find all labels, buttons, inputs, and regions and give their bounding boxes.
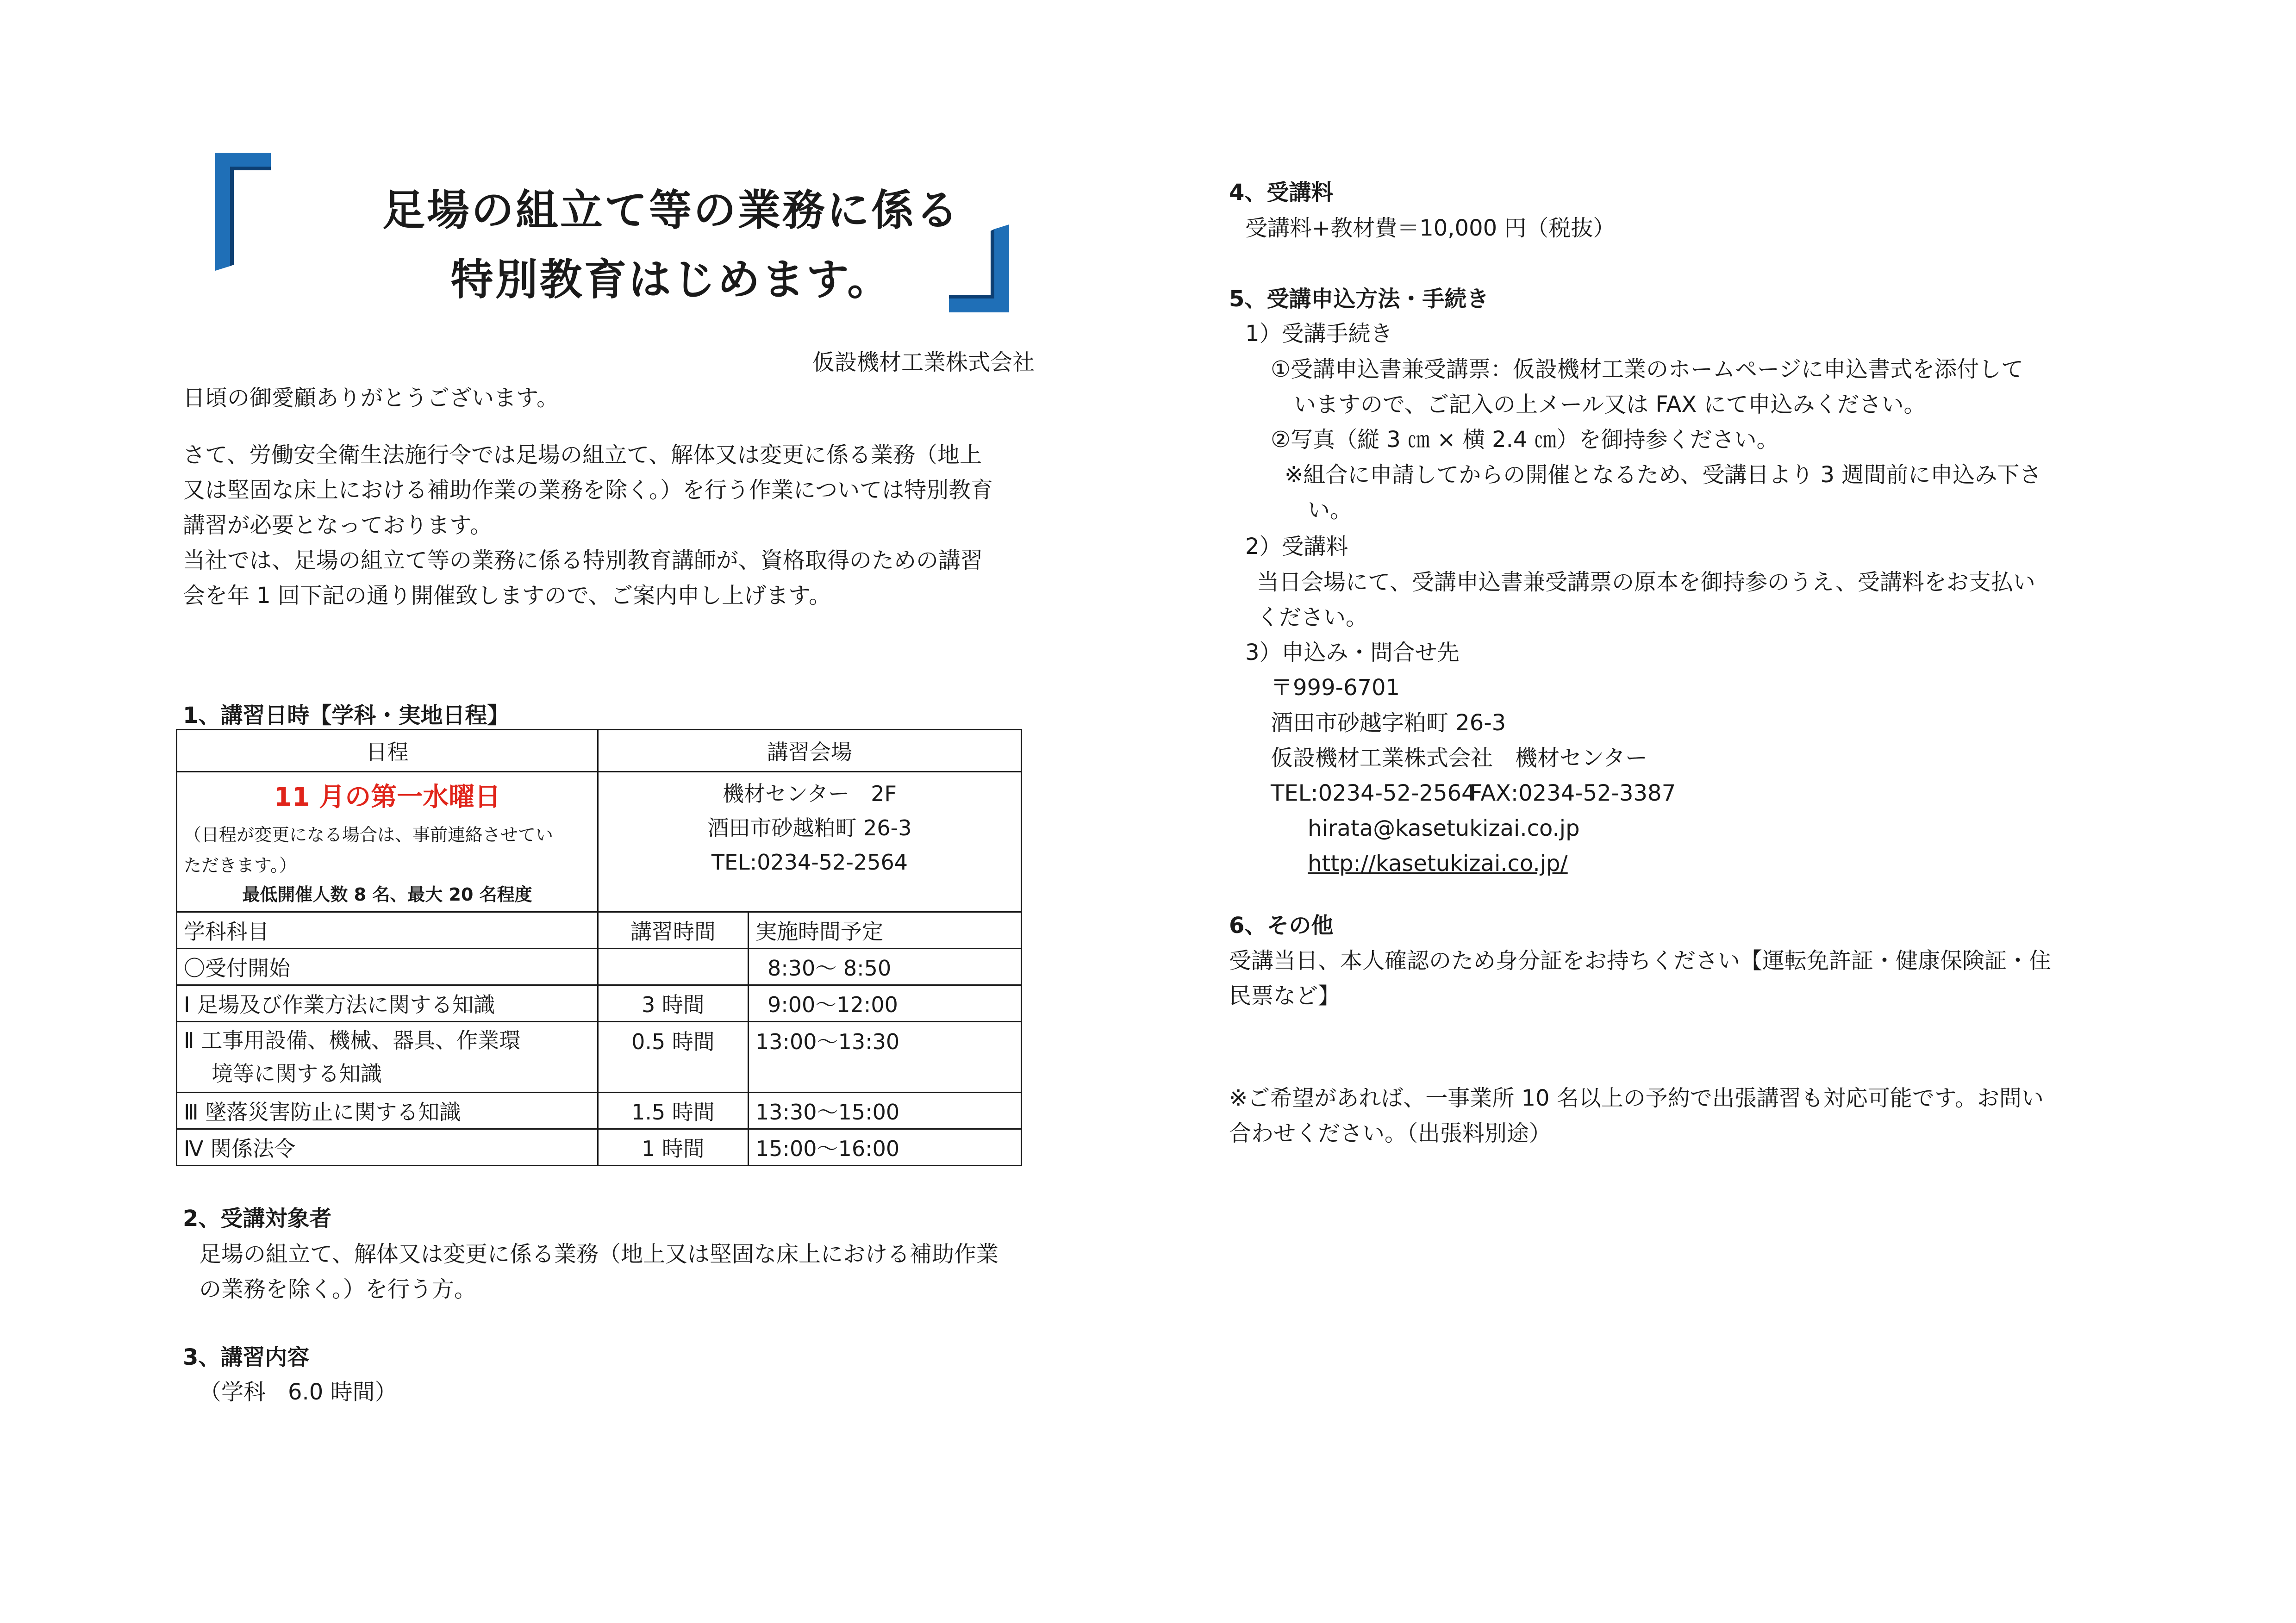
- intro-p2-line2: 会を年 1 回下記の通り開催致しますので、ご案内申し上げます。: [183, 583, 831, 609]
- intro-p1-line2: 又は堅固な床上における補助作業の業務を除く。）を行う作業については特別教育: [183, 477, 993, 503]
- section2-line2: の業務を除く。）を行う方。: [199, 1276, 477, 1302]
- section5-note-line1: ※組合に申請してからの開催となるため、受講日より 3 週間前に申込み下さ: [1285, 462, 2042, 488]
- section6-body: [1229, 943, 2051, 1014]
- row-subject: [177, 1022, 598, 1093]
- footnote: [1229, 1081, 2044, 1151]
- schedule-date-note-2: ただきます。）: [184, 855, 297, 876]
- table-row: [177, 985, 1022, 1022]
- section5-note-line2: い。: [1308, 497, 1353, 523]
- row-subject: Ⅲ 墜落災害防止に関する知識: [177, 1093, 598, 1129]
- table-header-venue: 講習会場: [598, 730, 1022, 772]
- footnote-line2: 合わせください。（出張料別途）: [1229, 1120, 1552, 1146]
- section4-heading: 4、受講料: [1229, 180, 1334, 205]
- section4-body: 受講料+教材費＝10,000 円（税抜）: [1245, 215, 1616, 241]
- contact-url-link[interactable]: http://kasetukizai.co.jp/: [1308, 851, 1568, 877]
- section2-line1: 足場の組立て、解体又は変更に係る業務（地上又は堅固な床上における補助作業: [199, 1241, 999, 1267]
- section6-line1: 受講当日、本人確認のため身分証をお持ちください【運転免許証・健康保険証・住: [1229, 948, 2052, 974]
- table-header-schedule: 日程: [177, 730, 598, 772]
- section2-heading: 2、受講対象者: [183, 1206, 332, 1231]
- row-subject-line2: 境等に関する知識: [212, 1061, 382, 1086]
- row-time: 13:00～13:30: [749, 1022, 1022, 1093]
- footnote-line1: ※ご希望があれば、一事業所 10 名以上の予約で出張講習も対応可能です。お問い: [1229, 1085, 2044, 1111]
- section5-sub1-item2: ②写真（縦 3 ㎝ × 横 2.4 ㎝）を御持参ください。: [1271, 427, 1779, 453]
- contact-org: 仮設機材工業株式会社 機材センター: [1271, 745, 1648, 771]
- contact-postal: 〒999-6701: [1271, 675, 1400, 701]
- intro-paragraph-1: [183, 437, 993, 613]
- section3-heading: 3、講習内容: [183, 1344, 310, 1370]
- row-subject: Ⅰ 足場及び作業方法に関する知識: [177, 985, 598, 1022]
- table-row: [177, 1093, 1022, 1129]
- section5-item1-line2: いますので、ご記入の上メール又は FAX にて申込みください。: [1294, 392, 1926, 417]
- col-header-hours: 講習時間: [598, 912, 749, 949]
- contact-tel: TEL:0234-52-2564: [1271, 780, 1476, 806]
- section5-sub2-heading: 2）受講料: [1245, 534, 1348, 560]
- schedule-date-main: 11 月の第一水曜日: [274, 782, 501, 812]
- schedule-date-cell: [177, 772, 598, 912]
- section1-heading: 1、講習日時【学科・実地日程】: [183, 703, 510, 728]
- section6-line2: 民票など】: [1229, 983, 1341, 1009]
- section5-sub1-item1: [1271, 352, 2023, 422]
- section5-item1-line1: ①受講申込書兼受講票：仮設機材工業のホームページに申込書式を添付して: [1271, 356, 2024, 382]
- section5-sub2-body: [1257, 565, 2035, 635]
- schedule-date-note-1: （日程が変更になる場合は、事前連絡させてい: [184, 825, 554, 845]
- intro-p2-line1: 当社では、足場の組立て等の業務に係る特別教育講師が、資格取得のための講習: [183, 547, 983, 573]
- greeting-text: 日頃の御愛顧ありがとうございます。: [183, 385, 559, 411]
- contact-fax: FAX:0234-52-3387: [1470, 780, 1676, 806]
- contact-email[interactable]: hirata@kasetukizai.co.jp: [1308, 815, 1580, 841]
- venue-cell: [598, 772, 1022, 912]
- row-time: 9:00～12:00: [749, 985, 1022, 1022]
- intro-p1-line3: 講習が必要となっております。: [183, 512, 493, 538]
- section5-heading: 5、受講申込方法・手続き: [1229, 286, 1489, 312]
- page-title-line1: 足場の組立て等の業務に係る: [382, 186, 960, 235]
- contact-phone-row: [1271, 776, 1676, 811]
- section6-heading: 6、その他: [1229, 913, 1334, 939]
- section3-body: （学科 6.0 時間）: [199, 1379, 397, 1405]
- page-title-line2: 特別教育はじめます。: [450, 255, 892, 305]
- venue-name: 機材センター 2F: [723, 781, 897, 806]
- section5-sub1-note: [1285, 457, 2041, 528]
- row-hours: 3 時間: [598, 985, 749, 1022]
- contact-address: 酒田市砂越字粕町 26-3: [1271, 710, 1506, 736]
- section5-sub2-line1: 当日会場にて、受講申込書兼受講票の原本を御持参のうえ、受講料をお支払い: [1257, 569, 2035, 595]
- table-row: [177, 1022, 1022, 1093]
- section5-sub1-heading: 1）受講手続き: [1245, 321, 1393, 347]
- contact-block: [1271, 670, 1676, 881]
- row-subject: 〇受付開始: [177, 949, 598, 985]
- table-row: [177, 1129, 1022, 1166]
- table-row: [177, 949, 1022, 985]
- intro-p1-line1: さて、労働安全衛生法施行令では足場の組立て、解体又は変更に係る業務（地上: [183, 442, 982, 468]
- schedule-capacity: 最低開催人数 8 名、最大 20 名程度: [242, 884, 532, 905]
- venue-address: 酒田市砂越粕町 26-3: [707, 815, 912, 840]
- row-time: 15:00～16:00: [749, 1129, 1022, 1166]
- row-hours: [598, 949, 749, 985]
- schedule-table: [176, 729, 1022, 1166]
- row-time: 13:30～15:00: [749, 1093, 1022, 1129]
- row-subject-line1: Ⅱ 工事用設備、機械、器具、作業環: [184, 1028, 521, 1053]
- corner-bracket-top-left-icon: [211, 153, 275, 273]
- section5-sub2-line2: ください。: [1257, 604, 1368, 630]
- section5-sub3-heading: 3）申込み・問合せ先: [1245, 640, 1460, 665]
- venue-tel: TEL:0234-52-2564: [711, 850, 908, 875]
- col-header-subject: 学科科目: [177, 912, 598, 949]
- row-hours: 0.5 時間: [598, 1022, 749, 1093]
- section2-body: [199, 1237, 998, 1307]
- row-hours: 1.5 時間: [598, 1093, 749, 1129]
- col-header-time: 実施時間予定: [749, 912, 1022, 949]
- company-name: 仮設機材工業株式会社: [812, 349, 1035, 375]
- row-subject: Ⅳ 関係法令: [177, 1129, 598, 1166]
- row-time: 8:30～ 8:50: [749, 949, 1022, 985]
- row-hours: 1 時間: [598, 1129, 749, 1166]
